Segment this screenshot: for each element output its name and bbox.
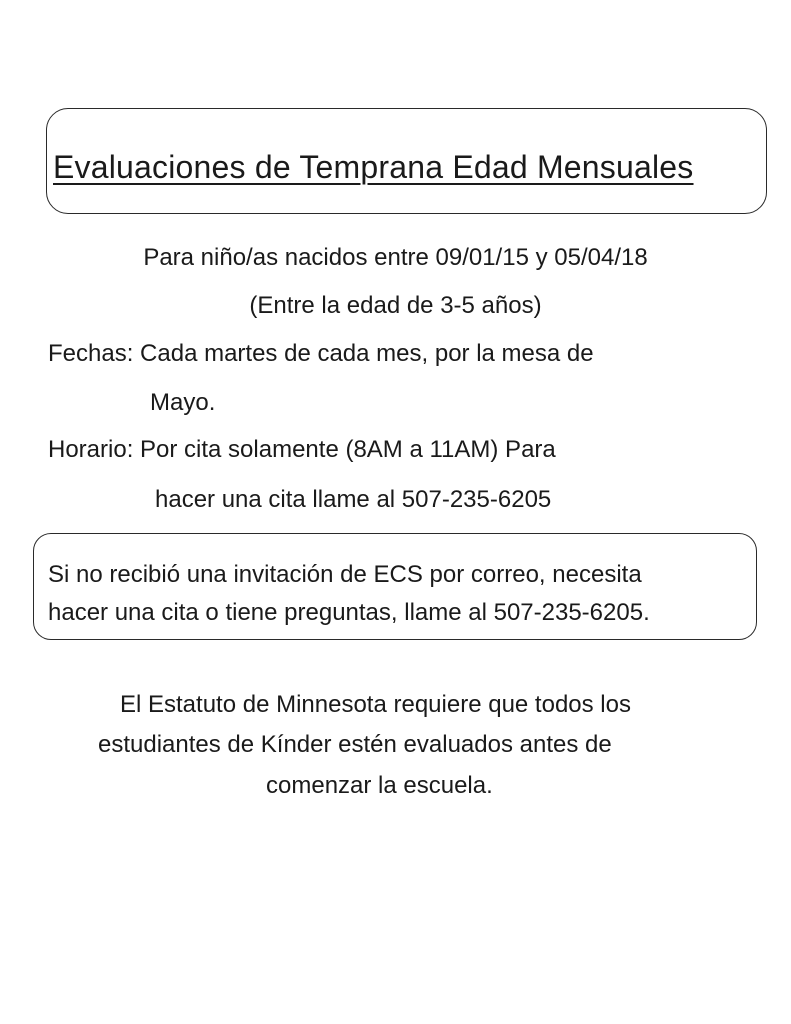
notice-line-1: Si no recibió una invitación de ECS por correo, necesita: [48, 561, 642, 588]
statute-line-2: estudiantes de Kínder estén evaluados antes de: [98, 731, 612, 758]
statute-line-3: comenzar la escuela.: [266, 772, 493, 799]
notice-line-2: hacer una cita o tiene preguntas, llame al 507-235-6205.: [48, 599, 650, 626]
eligibility-line-2: (Entre la edad de 3-5 años): [249, 292, 542, 319]
schedule-line-1: Horario: Por cita solamente (8AM a 11AM) Para: [48, 436, 556, 463]
schedule-line-2: hacer una cita llame al 507-235-6205: [155, 486, 552, 513]
eligibility-line-1: Para niño/as nacidos entre 09/01/15 y 05/04/18: [143, 244, 648, 271]
page-title: Evaluaciones de Temprana Edad Mensuales: [53, 149, 694, 185]
dates-line-1: Fechas: Cada martes de cada mes, por la mesa de: [48, 340, 594, 367]
statute-line-1: El Estatuto de Minnesota requiere que todos los: [120, 691, 631, 718]
dates-line-2: Mayo.: [150, 389, 216, 416]
